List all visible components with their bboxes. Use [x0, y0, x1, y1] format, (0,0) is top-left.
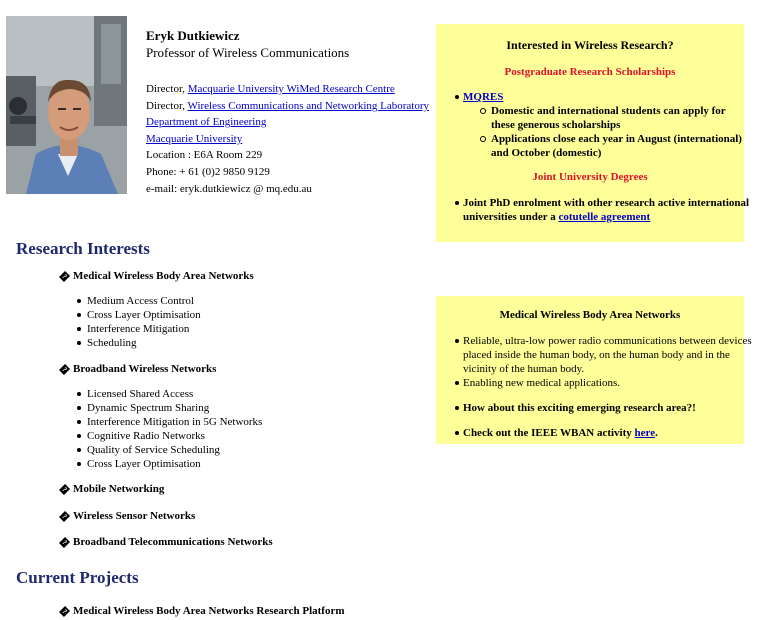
scholarship-sub-item-1: [491, 104, 726, 132]
bullet-dot: [455, 201, 459, 205]
department-link[interactable]: Department of Engineering: [146, 116, 267, 129]
project-wban-platform-label: Medical Wireless Body Area Networks Research Platform: [73, 605, 345, 617]
department-line: [146, 114, 426, 131]
list-item: Cognitive Radio Networks: [76, 429, 262, 443]
location-text: Location : E6A Room 229: [146, 149, 263, 162]
broken-glyph-icon: ?: [60, 272, 69, 281]
director-line-2: [146, 98, 430, 115]
topic-wireless-sensor-label: Wireless Sensor Networks: [73, 510, 196, 522]
joint-line-2-prefix: universities under a: [463, 211, 559, 223]
list-item: Dynamic Spectrum Sharing: [76, 401, 262, 415]
wban-item-3: How about this exciting emerging research area?!: [463, 402, 696, 414]
topic-broadband-wireless-label: Broadband Wireless Networks: [73, 363, 217, 375]
scholarships-heading: Postgraduate Research Scholarships: [504, 66, 676, 78]
bullet-circle: [480, 108, 486, 114]
topic-wban-list: [76, 294, 201, 350]
wban-item-1-line-2: placed inside the human body, on the human body and in the: [463, 349, 730, 361]
wban-item-1: [463, 334, 752, 376]
sub-item-1-line-2: these generous scholarships: [491, 119, 621, 131]
broken-glyph-icon: ?: [60, 538, 69, 547]
wban-item-1-line-3: vicinity of the human body.: [463, 363, 585, 375]
joint-degrees-heading: Joint University Degrees: [532, 171, 648, 183]
research-interests-heading: Research Interests: [16, 239, 150, 258]
joint-line-2: [463, 210, 749, 224]
joint-line-1: Joint PhD enrolment with other research active international: [463, 197, 750, 209]
profile-photo: [6, 16, 127, 194]
topic-broadband-wireless: [60, 362, 216, 376]
cotutelle-link[interactable]: cotutelle agreement: [558, 211, 651, 223]
wban-item-4: [463, 426, 658, 440]
list-item: Medium Access Control: [76, 294, 201, 308]
wban-item-2: Enabling new medical applications.: [463, 377, 621, 389]
topic-broadband-telecom-label: Broadband Telecommunications Networks: [73, 536, 273, 548]
project-wban-platform: [60, 604, 345, 618]
email-text: e-mail: eryk.dutkiewicz @ mq.edu.au: [146, 182, 312, 195]
topic-wban-label: Medical Wireless Body Area Networks: [73, 270, 254, 282]
topic-wban: [60, 269, 254, 283]
topic-mobile-networking: [60, 482, 164, 496]
research-opportunities-box: [436, 24, 750, 242]
wban-item-1-line-1: Reliable, ultra-low power radio communications between devices: [463, 335, 752, 347]
wimed-link[interactable]: Macquarie University WiMed Research Centre: [187, 83, 395, 95]
profile-title: Professor of Wireless Communications: [146, 45, 350, 60]
here-link[interactable]: here: [634, 427, 656, 439]
wban-item-4-prefix: Check out the IEEE WBAN activity: [463, 427, 635, 439]
phone-text: Phone: + 61 (0)2 9850 9129: [146, 165, 270, 178]
list-item: Quality of Service Scheduling: [76, 443, 262, 457]
profile-photo-image: [6, 16, 127, 194]
list-item: Licensed Shared Access: [76, 387, 262, 401]
bullet-dot: [455, 381, 459, 385]
profile-info: [146, 27, 430, 197]
wban-box-title: Medical Wireless Body Area Networks: [499, 309, 681, 321]
list-item: Interference Mitigation: [76, 322, 201, 336]
broken-glyph-icon: ?: [60, 365, 69, 374]
wcnl-link[interactable]: Wireless Communications and Networking Laboratory: [187, 99, 430, 112]
director-line-1: [146, 81, 426, 98]
contact-block: [146, 81, 430, 197]
scholarship-sub-item-2: [491, 132, 742, 160]
current-projects-heading: Current Projects: [16, 568, 139, 587]
joint-phd-item: [463, 196, 749, 224]
director-prefix-1: Director,: [146, 83, 188, 95]
list-item: Scheduling: [76, 336, 201, 350]
sub-item-2-line-2: and October (domestic): [491, 147, 602, 159]
broken-glyph-icon: ?: [60, 485, 69, 494]
list-item: Interference Mitigation in 5G Networks: [76, 415, 262, 429]
topic-broadband-wireless-list: [76, 387, 262, 471]
bullet-dot: [455, 431, 459, 435]
bullet-dot: [455, 406, 459, 410]
broken-glyph-icon: ?: [60, 607, 69, 616]
bullet-circle: [480, 136, 486, 142]
topic-broadband-telecom: [60, 535, 273, 549]
bullet-dot: [455, 95, 459, 99]
research-box-title: Interested in Wireless Research?: [506, 38, 674, 52]
list-item: Cross Layer Optimisation: [76, 308, 201, 322]
wban-info-box: [436, 296, 752, 444]
wban-item-4-suffix: .: [655, 427, 658, 439]
director-prefix-2: Director,: [146, 99, 188, 112]
list-item: Cross Layer Optimisation: [76, 457, 262, 471]
mqres-link[interactable]: MQRES: [463, 91, 504, 103]
sub-item-2-line-1: Applications close each year in August (international): [491, 133, 742, 145]
topic-wireless-sensor: [60, 509, 195, 523]
university-line: [146, 131, 426, 148]
profile-name: Eryk Dutkiewicz: [146, 28, 240, 43]
topic-mobile-networking-label: Mobile Networking: [73, 483, 165, 495]
broken-glyph-icon: ?: [60, 512, 69, 521]
sub-item-1-line-1: Domestic and international students can apply for: [491, 105, 726, 117]
university-link[interactable]: Macquarie University: [146, 132, 243, 145]
bullet-dot: [455, 339, 459, 343]
